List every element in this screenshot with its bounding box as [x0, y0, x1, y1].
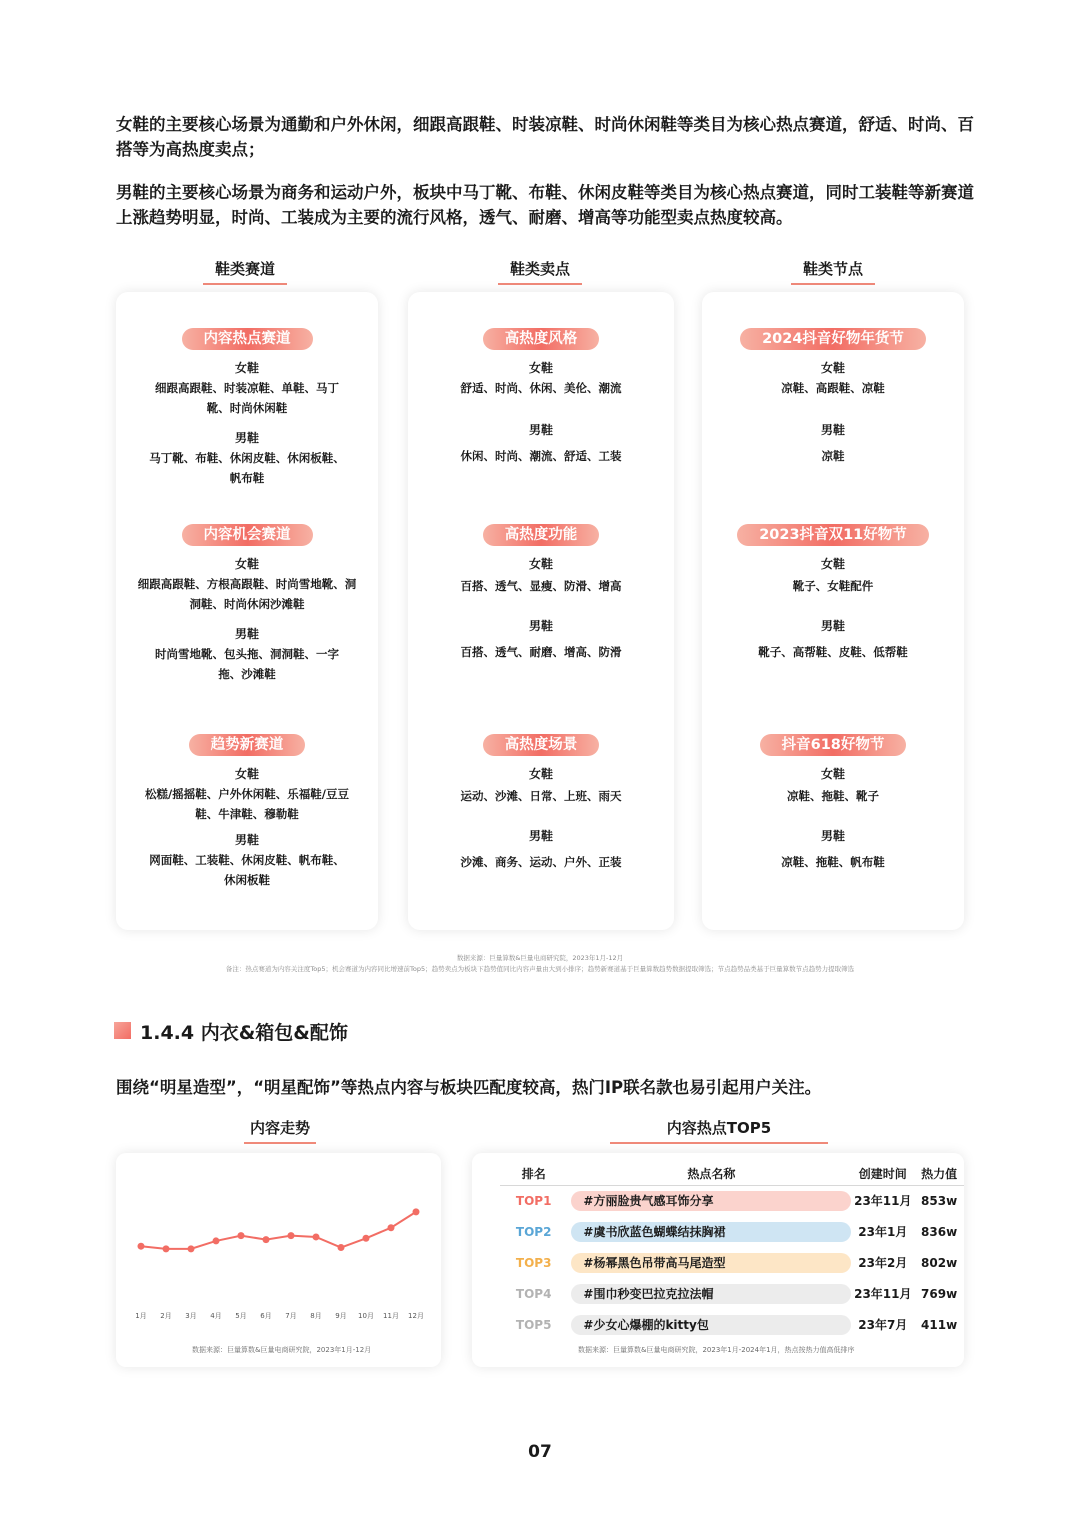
women-items: 百搭、透气、显瘦、防滑、增高 [460, 579, 622, 593]
rank-label: TOP2 [515, 1224, 552, 1239]
section-title: 1.4.4 内衣&箱包&配饰 [140, 1022, 348, 1044]
rank-label: TOP1 [515, 1193, 552, 1208]
men-label: 男鞋 [234, 833, 259, 847]
column-header-tracks: 鞋类赛道 [203, 258, 287, 285]
col-rank: 排名 [500, 1163, 567, 1185]
men-label: 男鞋 [528, 829, 553, 843]
trend-track-block [116, 734, 378, 890]
women-items: 细跟高跟鞋、时装凉鞋、单鞋、马丁靴、时尚休闲鞋 [155, 381, 339, 415]
women-label: 女鞋 [528, 557, 553, 571]
women-label: 女鞋 [820, 767, 845, 781]
data-point [263, 1236, 270, 1243]
men-items: 百搭、透气、耐磨、增高、防滑 [460, 645, 622, 659]
top5-panel [472, 1153, 964, 1367]
created-date: 23年1月 [858, 1225, 908, 1239]
women-items: 运动、沙滩、日常、上班、雨天 [460, 789, 622, 803]
col-date: 创建时间 [851, 1163, 914, 1185]
heat-value: 802w [921, 1255, 958, 1270]
col-heat: 热力值 [914, 1163, 964, 1185]
created-date: 23年7月 [858, 1318, 908, 1332]
hot-scene-block [408, 734, 674, 872]
created-date: 23年11月 [854, 1194, 912, 1209]
topic-cell [567, 1309, 851, 1340]
men-label: 男鞋 [234, 627, 259, 641]
women-label: 女鞋 [528, 361, 553, 375]
section-marker-icon [114, 1022, 131, 1039]
women-label: 女鞋 [528, 767, 553, 781]
x-tick-label: 7月 [285, 1312, 297, 1320]
section-summary: 围绕“明星造型”，“明星配饰”等热点内容与板块匹配度较高，热门IP联名款也易引起用户关注。 [116, 1078, 822, 1097]
data-point [388, 1224, 395, 1231]
table-row [500, 1278, 964, 1309]
women-label: 女鞋 [234, 767, 259, 781]
rank-label: TOP3 [515, 1255, 552, 1270]
trend-track-pill: 趋势新赛道 [189, 734, 306, 756]
x-tick-label: 6月 [260, 1312, 272, 1320]
topic-name: #虞书欣蓝色蝴蝶结抹胸裙 [571, 1222, 851, 1242]
series-line [141, 1212, 416, 1249]
table-row [500, 1185, 964, 1216]
topic-cell [567, 1216, 851, 1247]
data-point [213, 1237, 220, 1244]
women-label: 女鞋 [234, 361, 259, 375]
topic-cell [567, 1278, 851, 1309]
men-label: 男鞋 [820, 829, 845, 843]
heat-value: 836w [921, 1224, 958, 1239]
hot-function-pill: 高热度功能 [483, 524, 600, 546]
women-label: 女鞋 [820, 557, 845, 571]
men-items: 时尚雪地靴、包头拖、洞洞鞋、一字拖、沙滩鞋 [155, 647, 339, 681]
column-header-nodes: 鞋类节点 [791, 258, 875, 285]
men-items: 沙滩、商务、运动、户外、正装 [460, 855, 622, 869]
new-year-node-block [702, 328, 964, 466]
men-label: 男鞋 [820, 619, 845, 633]
col-topic: 热点名称 [567, 1163, 851, 1185]
created-date: 23年2月 [858, 1256, 908, 1270]
rank-label: TOP4 [515, 1286, 552, 1301]
x-tick-label: 1月 [135, 1312, 147, 1320]
data-point [188, 1245, 195, 1252]
topic-cell [567, 1185, 851, 1216]
trend-header: 内容走势 [244, 1117, 316, 1144]
x-tick-label: 5月 [235, 1312, 247, 1320]
double11-node-pill: 2023抖音双11好物节 [737, 524, 929, 546]
men-items: 网面鞋、工装鞋、休闲皮鞋、帆布鞋、休闲板鞋 [149, 853, 345, 887]
women-label: 女鞋 [234, 557, 259, 571]
double11-node-block [702, 524, 964, 662]
x-tick-label: 2月 [160, 1312, 172, 1320]
x-tick-label: 4月 [210, 1312, 222, 1320]
men-items: 休闲、时尚、潮流、舒适、工装 [460, 449, 622, 463]
hot-style-block [408, 328, 674, 466]
trend-line-chart [116, 1153, 441, 1333]
heat-value: 769w [921, 1286, 958, 1301]
women-items: 细跟高跟鞋、方根高跟鞋、时尚雪地靴、洞洞鞋、时尚休闲沙滩鞋 [137, 577, 357, 611]
hot-style-pill: 高热度风格 [483, 328, 600, 350]
women-items: 靴子、女鞋配件 [792, 579, 874, 593]
opportunity-track-block [116, 524, 378, 684]
data-point [338, 1244, 345, 1251]
table-row [500, 1216, 964, 1247]
trend-chart-panel [116, 1153, 441, 1367]
shoes-note: 备注：热点赛道为内容关注度Top5；机会赛道为内容同比增速前Top5；趋势卖点为板块下趋势值同比内容声量由大到小排序；趋势新赛道基于巨量算数趋势数据提取筛选；节点趋势品类基于巨量算数节点趋势力提取筛选 [225, 965, 855, 973]
top5-header: 内容热点TOP5 [610, 1117, 828, 1144]
men-items: 马丁靴、布鞋、休闲皮鞋、休闲板鞋、帆布鞋 [149, 451, 345, 485]
heat-value: 411w [921, 1317, 958, 1332]
x-tick-label: 11月 [383, 1312, 399, 1320]
men-label: 男鞋 [820, 423, 845, 437]
data-point [288, 1232, 295, 1239]
shoe-tracks-card [116, 292, 378, 930]
shoe-selling-points-card [408, 292, 674, 930]
rank-label: TOP5 [515, 1317, 552, 1332]
women-shoes-summary: 女鞋的主要核心场景为通勤和户外休闲，细跟高跟鞋、时装凉鞋、时尚休闲鞋等类目为核心热点赛道，舒适、时尚、百搭等为高热度卖点； [116, 115, 974, 159]
men-label: 男鞋 [528, 423, 553, 437]
table-header-row [500, 1163, 964, 1185]
topic-cell [567, 1247, 851, 1278]
x-tick-label: 10月 [358, 1312, 374, 1320]
data-point [313, 1233, 320, 1240]
shoes-source: 数据来源：巨量算数&巨量电商研究院，2023年1月-12月 [456, 954, 624, 962]
women-items: 凉鞋、拖鞋、靴子 [787, 789, 879, 803]
opportunity-track-pill: 内容机会赛道 [182, 524, 313, 546]
table-row [500, 1247, 964, 1278]
hot-function-block [408, 524, 674, 662]
data-point [363, 1235, 370, 1242]
hot-track-pill: 内容热点赛道 [182, 328, 313, 350]
created-date: 23年11月 [854, 1287, 912, 1301]
men-items: 凉鞋、拖鞋、帆布鞋 [781, 855, 885, 869]
top5-table [500, 1163, 964, 1340]
topic-name: #少女心爆棚的kitty包 [571, 1315, 851, 1335]
women-label: 女鞋 [820, 361, 845, 375]
data-point [163, 1245, 170, 1252]
618-node-pill: 抖音618好物节 [760, 734, 907, 756]
men-label: 男鞋 [234, 431, 259, 445]
women-items: 凉鞋、高跟鞋、凉鞋 [781, 381, 885, 395]
men-items: 凉鞋 [821, 449, 845, 463]
hot-scene-pill: 高热度场景 [483, 734, 600, 756]
women-items: 舒适、时尚、休闲、美伦、潮流 [460, 381, 622, 395]
women-items: 松糕/摇摇鞋、户外休闲鞋、乐福鞋/豆豆鞋、牛津鞋、穆勒鞋 [145, 787, 349, 821]
men-items: 靴子、高帮鞋、皮鞋、低帮鞋 [758, 645, 908, 659]
x-tick-label: 8月 [310, 1312, 322, 1320]
topic-name: #方丽脸贵气感耳饰分享 [571, 1191, 851, 1211]
table-row [500, 1309, 964, 1340]
data-point [238, 1232, 245, 1239]
hot-track-block [116, 328, 378, 488]
618-node-block [702, 734, 964, 872]
topic-name: #杨幂黑色吊带高马尾造型 [571, 1253, 851, 1273]
men-label: 男鞋 [528, 619, 553, 633]
x-tick-label: 12月 [408, 1312, 424, 1320]
column-header-selling-points: 鞋类卖点 [498, 258, 582, 285]
men-shoes-summary: 男鞋的主要核心场景为商务和运动户外，板块中马丁靴、布鞋、休闲皮鞋等类目为核心热点赛道，同时工装鞋等新赛道上涨趋势明显，时尚、工装成为主要的流行风格，透气、耐磨、增高等功能型卖点热度较高。 [116, 183, 974, 227]
new-year-node-pill: 2024抖音好物年货节 [740, 328, 926, 350]
data-point [138, 1243, 145, 1250]
heat-value: 853w [921, 1193, 958, 1208]
page-number: 07 [528, 1442, 552, 1462]
x-tick-label: 9月 [335, 1312, 347, 1320]
data-point [413, 1208, 420, 1215]
x-tick-label: 3月 [185, 1312, 197, 1320]
top5-source: 数据来源：巨量算数&巨量电商研究院，2023年1月-2024年1月，热点按热力值高低排序 [578, 1346, 855, 1354]
shoe-nodes-card [702, 292, 964, 930]
topic-name: #围巾秒变巴拉克拉法帽 [571, 1284, 851, 1304]
trend-source: 数据来源：巨量算数&巨量电商研究院，2023年1月-12月 [192, 1346, 372, 1354]
